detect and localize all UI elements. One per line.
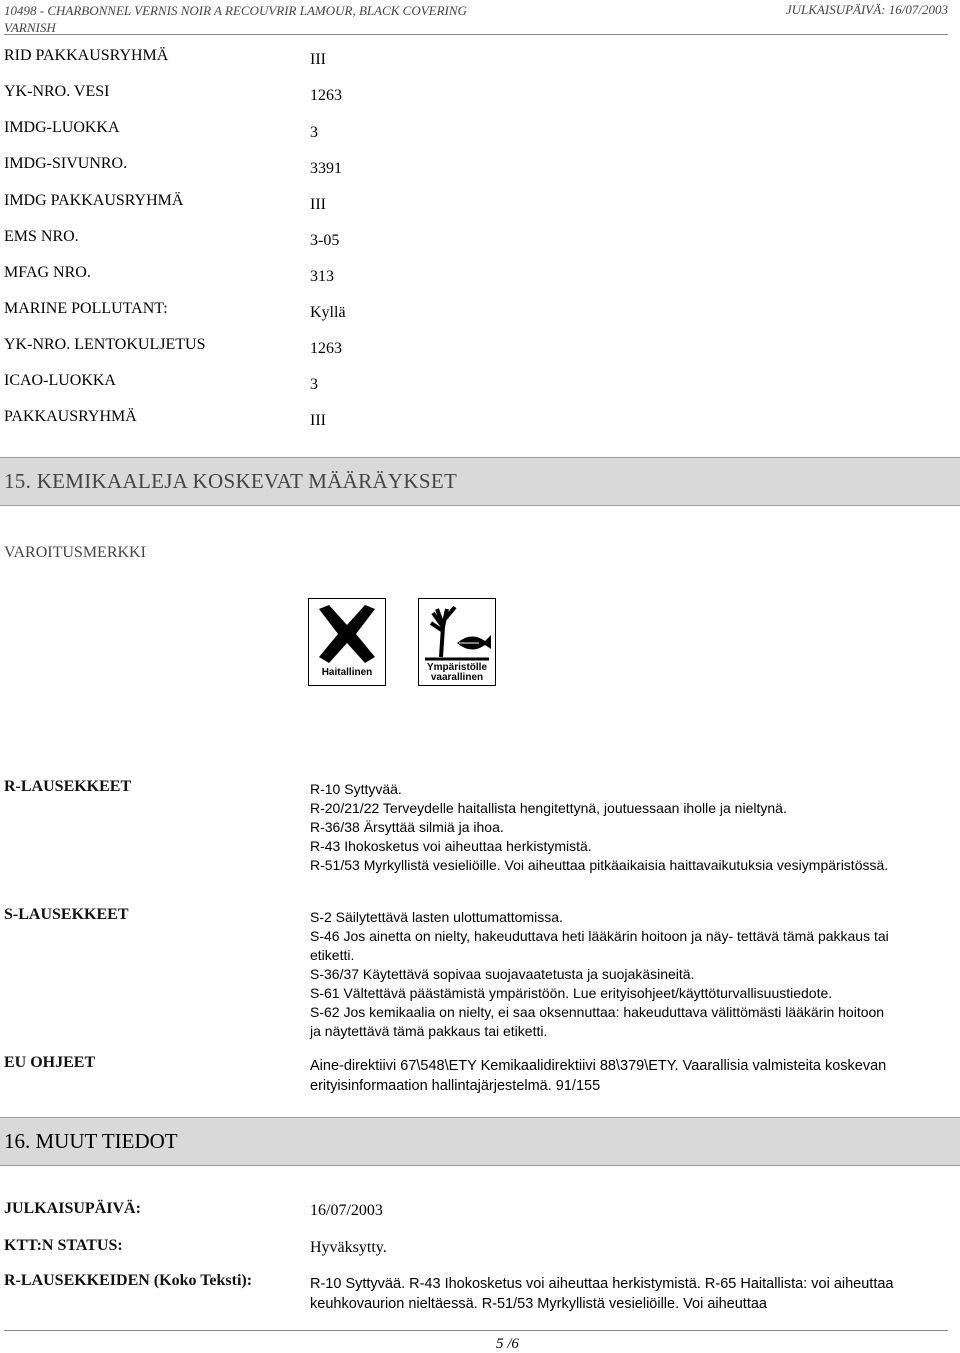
section-16-heading: 16. MUUT TIEDOT <box>4 1129 178 1153</box>
environment-caption-line2: vaarallinen <box>430 672 484 683</box>
transport-value: III <box>310 51 326 68</box>
r-full-text-label: R-LAUSEKKEIDEN (Koko Teksti): <box>4 1272 253 1289</box>
eu-directives-label: EU OHJEET <box>4 1054 96 1071</box>
transport-label: MARINE POLLUTANT: <box>4 300 168 317</box>
transport-value: 1263 <box>310 87 342 104</box>
eu-directives-text: Aine-direktiivi 67\548\ETY Kemikaalidirektiivi 88\379\ETY. Vaarallisia valmisteita koskevan erityisinformaation hallintajärjestelmä. 91/155 <box>310 1058 887 1094</box>
warning-label: VAROITUSMERKKI <box>4 544 146 561</box>
r-phrase: R-51/53 Myrkyllistä vesieliöille. Voi aiheuttaa pitkäaikaisia haittavaikutuksia vesiympäristössä. <box>310 857 889 873</box>
transport-label: IMDG PAKKAUSRYHMÄ <box>4 192 184 209</box>
transport-value: III <box>310 196 326 213</box>
environment-caption <box>419 663 495 683</box>
transport-label: ICAO-LUOKKA <box>4 372 116 389</box>
harmful-x-icon <box>308 598 386 686</box>
transport-label: EMS NRO. <box>4 228 79 245</box>
transport-label: MFAG NRO. <box>4 264 91 281</box>
publish-date-label: JULKAISUPÄIVÄ: <box>4 1200 141 1217</box>
footer-divider <box>4 1330 948 1331</box>
transport-value: 3 <box>310 376 318 393</box>
r-phrase: R-20/21/22 Terveydelle haitallista hengitettynä, joutuessaan iholle ja nieltynä. <box>310 800 787 816</box>
header-divider <box>4 34 948 35</box>
s-phrase: S-46 Jos ainetta on nielty, hakeuduttava heti lääkärin hoitoon ja näy- tettävä tämä pakkaus tai etiketti. <box>310 928 889 963</box>
r-phrase: R-43 Ihokosketus voi aiheuttaa herkistymistä. <box>310 838 592 854</box>
transport-value: 3 <box>310 124 318 141</box>
transport-value: Kyllä <box>310 304 346 321</box>
environment-caption-line1: Ympäristölle <box>426 662 488 673</box>
s-phrase: S-61 Vältettävä päästämistä ympäristöön. Lue erityisohjeet/käyttöturvallisuustiedote. <box>310 985 833 1001</box>
r-phrases-label: R-LAUSEKKEET <box>4 778 132 795</box>
harmful-caption: Haitallinen <box>321 667 373 678</box>
transport-value: 313 <box>310 268 334 285</box>
x-mark-graphic <box>309 601 384 671</box>
dead-tree-fish-graphic <box>419 599 494 663</box>
s-phrases-list <box>310 908 890 1041</box>
transport-value: 1263 <box>310 340 342 357</box>
transport-label: YK-NRO. VESI <box>4 83 110 100</box>
publish-date-value: 16/07/2003 <box>310 1202 383 1219</box>
transport-label: YK-NRO. LENTOKULJETUS <box>4 336 206 353</box>
header-date: JULKAISUPÄIVÄ: 16/07/2003 <box>785 2 948 17</box>
transport-value: 3391 <box>310 160 342 177</box>
s-phrases-label: S-LAUSEKKEET <box>4 906 129 923</box>
page-number: 5 /6 <box>496 1336 519 1352</box>
transport-label: IMDG-LUOKKA <box>4 119 120 136</box>
transport-label: PAKKAUSRYHMÄ <box>4 408 137 425</box>
section-16-heading-band <box>0 1117 960 1166</box>
document-title: 10498 - CHARBONNEL VERNIS NOIR A RECOUVRIR LAMOUR, BLACK COVERING VARNISH <box>4 3 467 35</box>
r-phrase: R-10 Syttyvää. <box>310 781 402 797</box>
r-full-text: R-10 Syttyvää. R-43 Ihokosketus voi aiheuttaa herkistymistä. R-65 Haitallista: voi aiheuttaa keuhkovaurion nieltäessä. R-51/53 Myrkyllistä vesieliöille. Voi aiheuttaa <box>310 1276 894 1312</box>
ktt-status-value: Hyväksytty. <box>310 1239 387 1256</box>
r-phrases-list <box>310 780 890 875</box>
ktt-status-label: KTT:N STATUS: <box>4 1237 123 1254</box>
section-15-heading: 15. KEMIKAALEJA KOSKEVAT MÄÄRÄYKSET <box>4 469 458 493</box>
s-phrase: S-2 Säilytettävä lasten ulottumattomissa. <box>310 909 563 925</box>
transport-value: III <box>310 412 326 429</box>
section-15-heading-band <box>0 457 960 506</box>
s-phrase: S-62 Jos kemikaalia on nielty, ei saa oksennuttaa: hakeuduttava välittömästi lääkärin hoitoon ja näytettävä tämä pakkaus tai etiketti. <box>310 1004 885 1039</box>
environment-hazard-icon <box>418 598 496 686</box>
s-phrase: S-36/37 Käytettävä sopivaa suojavaatetusta ja suojakäsineitä. <box>310 966 695 982</box>
transport-label: IMDG-SIVUNRO. <box>4 155 128 172</box>
transport-value: 3-05 <box>310 232 340 249</box>
r-phrase: R-36/38 Ärsyttää silmiä ja ihoa. <box>310 819 504 835</box>
transport-label: RID PAKKAUSRYHMÄ <box>4 47 169 64</box>
